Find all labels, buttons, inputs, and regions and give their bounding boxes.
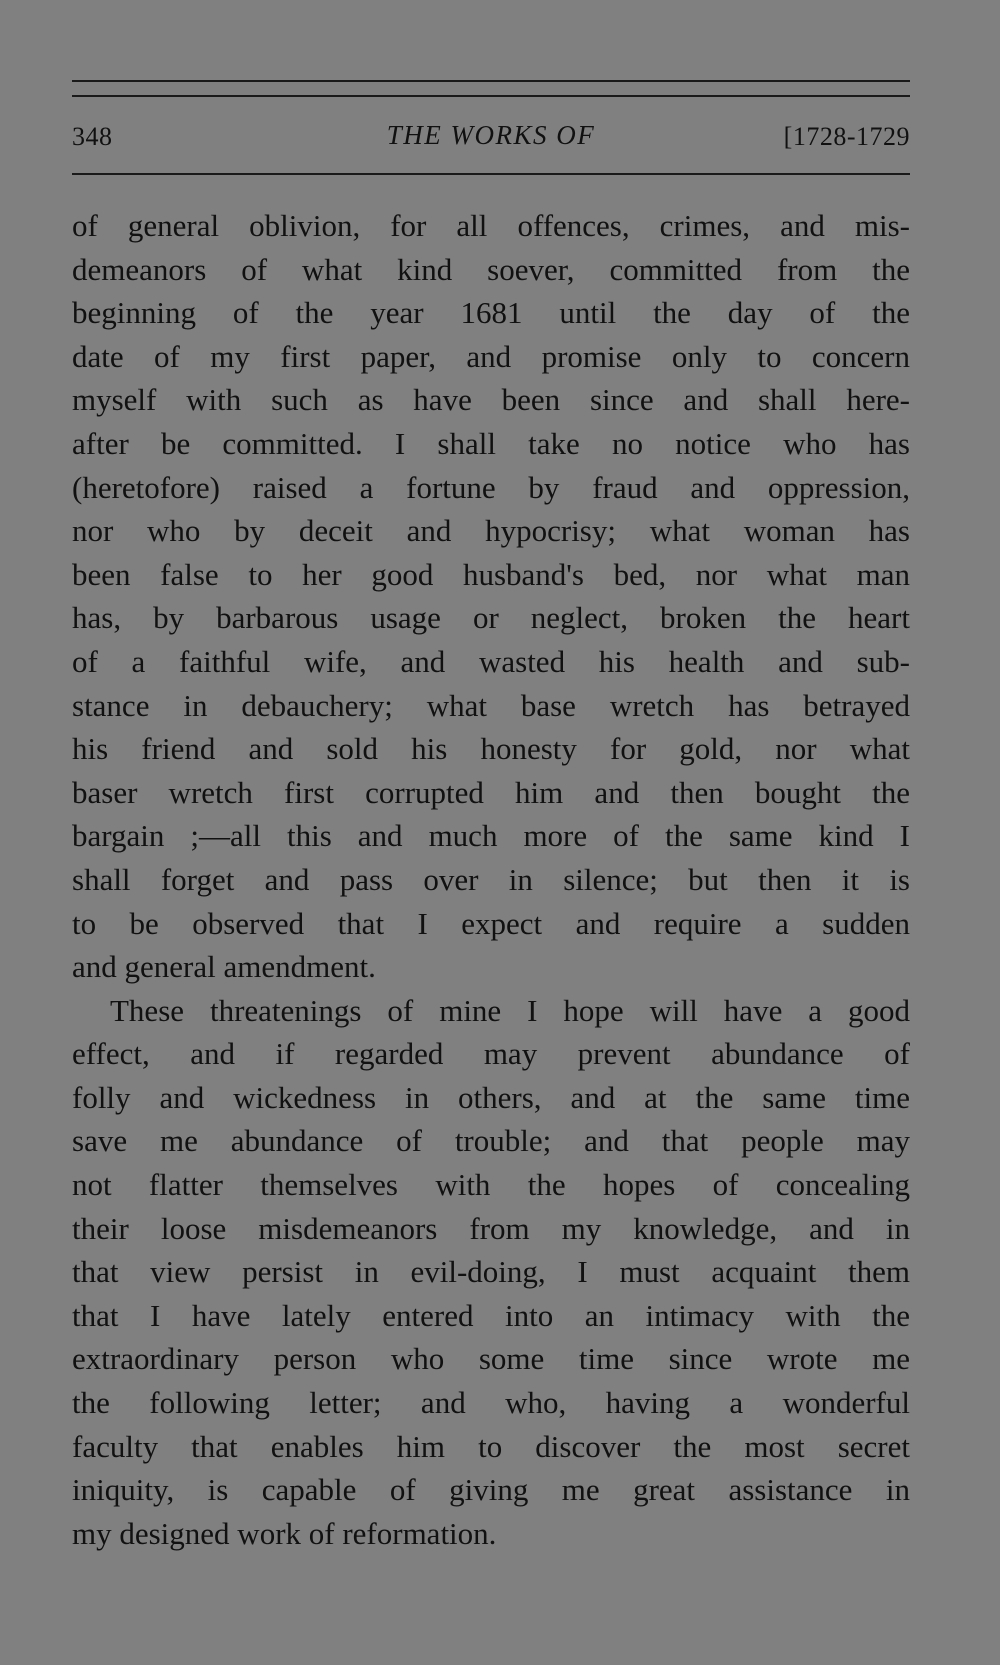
text-line: (heretofore) raised a fortune by fraud and oppression, <box>72 469 910 505</box>
text-line: These threatenings of mine I hope will have a good <box>110 992 910 1028</box>
text-line: and general amendment. <box>72 949 376 985</box>
text-line: has, by barbarous usage or neglect, broken the heart <box>72 600 910 636</box>
text-line: of a faithful wife, and wasted his health and sub- <box>72 643 910 679</box>
text-line: date of my first paper, and promise only to concern <box>72 338 910 374</box>
top-rule <box>72 80 910 82</box>
text-line: his friend and sold his honesty for gold, nor what <box>72 731 910 767</box>
text-line: their loose misdemeanors from my knowledge, and in <box>72 1210 910 1246</box>
header-rule <box>72 173 910 175</box>
text-line: that view persist in evil-doing, I must acquaint them <box>72 1254 910 1290</box>
text-line: been false to her good husband's bed, nor what man <box>72 556 910 592</box>
paragraph-1 <box>72 204 910 989</box>
text-line: effect, and if regarded may prevent abundance of <box>72 1036 910 1072</box>
text-line: of general oblivion, for all offences, crimes, and mis- <box>72 208 910 243</box>
text-line: not flatter themselves with the hopes of concealing <box>72 1167 910 1203</box>
text-line: faculty that enables him to discover the most secret <box>72 1428 910 1464</box>
text-line: nor who by deceit and hypocrisy; what woman has <box>72 513 910 549</box>
text-line: stance in debauchery; what base wretch has betrayed <box>72 687 910 723</box>
text-line: that I have lately entered into an intimacy with the <box>72 1297 910 1333</box>
running-title: THE WORKS OF <box>386 120 596 150</box>
text-line: my designed work of reformation. <box>72 1515 497 1551</box>
top-rule-inner <box>72 95 910 97</box>
page-number: 348 <box>72 122 113 151</box>
text-line: after be committed. I shall take no notice who has <box>72 425 910 461</box>
text-line: folly and wickedness in others, and at the same time <box>72 1079 910 1115</box>
text-line: the following letter; and who, having a wonderful <box>72 1385 910 1421</box>
date-range: [1728-1729 <box>783 122 910 151</box>
text-line: baser wretch first corrupted him and then bought the <box>72 774 910 810</box>
text-line: extraordinary person who some time since wrote me <box>72 1341 910 1377</box>
text-line: to be observed that I expect and require a sudden <box>72 905 910 941</box>
text-line: shall forget and pass over in silence; but then it is <box>72 861 910 897</box>
running-head <box>72 116 910 160</box>
text-line: demeanors of what kind soever, committed from the <box>72 251 910 287</box>
text-line: beginning of the year 1681 until the day of the <box>72 295 910 331</box>
book-page <box>72 0 910 1665</box>
text-line: save me abundance of trouble; and that people may <box>72 1123 910 1159</box>
text-line: bargain ;—all this and much more of the same kind I <box>72 818 910 854</box>
body-text <box>72 204 910 1555</box>
text-line: myself with such as have been since and shall here- <box>72 382 910 418</box>
text-line: iniquity, is capable of giving me great assistance in <box>72 1472 910 1508</box>
paragraph-2 <box>72 989 910 1556</box>
